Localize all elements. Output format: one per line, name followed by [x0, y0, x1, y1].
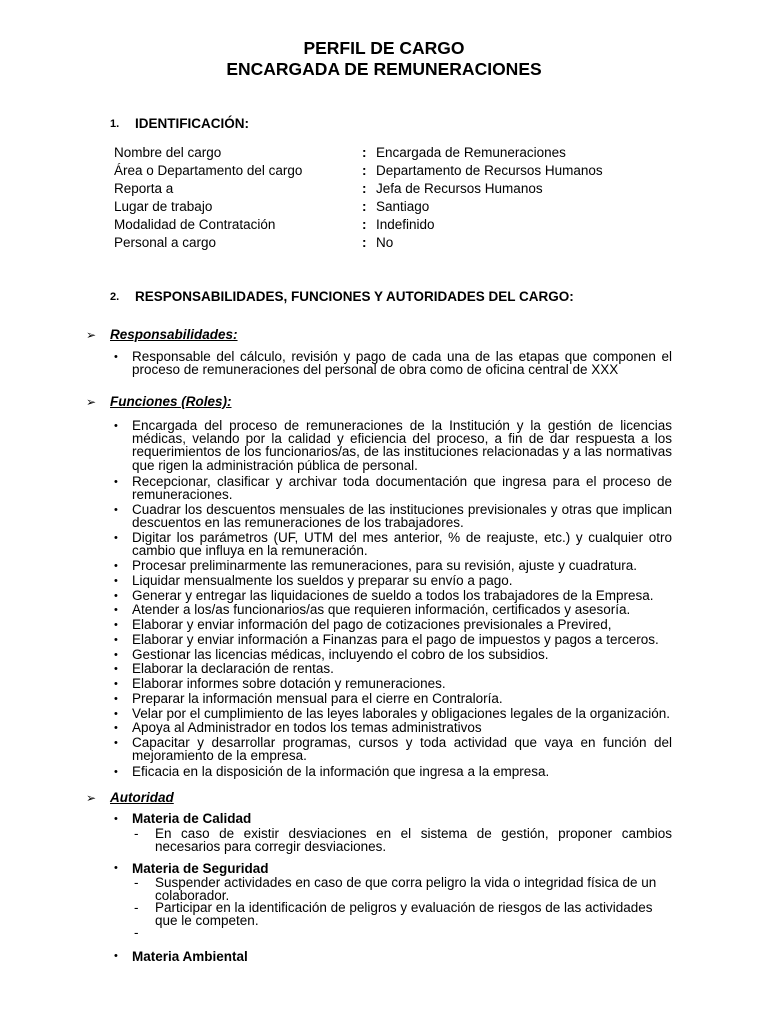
id-colon: : [362, 235, 367, 250]
bullet-icon: • [114, 619, 118, 631]
funcion-item: Elaborar la declaración de rentas. [132, 661, 334, 676]
bullet-icon: • [114, 708, 118, 720]
funcion-item: Elaborar informes sobre dotación y remuneraciones. [132, 676, 446, 691]
funcion-item: Velar por el cumplimiento de las leyes laborales y obligaciones legales de la organización. [132, 706, 671, 721]
bullet-icon: • [114, 693, 118, 705]
id-value: No [376, 235, 394, 250]
id-colon: : [362, 217, 367, 232]
bullet-icon: • [114, 590, 118, 602]
id-value: Departamento de Recursos Humanos [376, 163, 603, 178]
funcion-item: Encargada del proceso de remuneraciones de la Institución y la gestión de licencias médicas, velando por la calidad y eficiencia del proceso, a fin de dar respuesta a los requerimientos de los funcionarios/as, de las instituciones relacionadas y a las normativas que rigen la administración pública de personal. [132, 418, 672, 473]
bullet-icon: • [114, 950, 118, 962]
materia-ambiental-title: Materia Ambiental [132, 949, 248, 964]
funcion-item: Eficacia en la disposición de la información que ingresa a la empresa. [132, 764, 550, 779]
id-label: Lugar de trabajo [114, 199, 213, 214]
id-value: Santiago [376, 199, 430, 214]
funcion-item: Elaborar y enviar información a Finanzas para el pago de impuestos y pagos a terceros. [132, 632, 659, 647]
dash-icon: - [134, 875, 139, 890]
seguridad-item: Suspender actividades en caso de que corra peligro la vida o integridad física de un colaborador. [155, 875, 657, 904]
bullet-icon: • [114, 420, 118, 432]
bullet-icon: • [114, 634, 118, 646]
funcion-item: Apoya al Administrador en todos los temas administrativos [132, 720, 482, 735]
bullet-icon: • [114, 663, 118, 675]
funcion-item: Generar y entregar las liquidaciones de sueldo a todos los trabajadores de la Empresa. [132, 588, 654, 603]
bullet-icon: • [114, 722, 118, 734]
responsabilidades-heading: Responsabilidades: [110, 327, 238, 342]
id-value: Indefinido [376, 217, 435, 232]
funcion-item: Liquidar mensualmente los sueldos y preparar su envío a pago. [132, 573, 513, 588]
autoridad-heading: Autoridad [110, 790, 174, 805]
funcion-item: Elaborar y enviar información del pago de cotizaciones previsionales a Previred, [132, 617, 612, 632]
arrow-bullet-icon: ➢ [86, 395, 97, 409]
funcion-item: Procesar preliminarmente las remuneraciones, para su revisión, ajuste y cuadratura. [132, 558, 637, 573]
calidad-item: En caso de existir desviaciones en el sistema de gestión, proponer cambios necesarios para corregir desviaciones. [155, 826, 672, 855]
id-label: Modalidad de Contratación [114, 217, 276, 232]
bullet-icon: • [114, 766, 118, 778]
section2-number: 2. [110, 291, 120, 303]
funcion-item: Gestionar las licencias médicas, incluyendo el cobro de los subsidios. [132, 647, 549, 662]
funcion-item: Preparar la información mensual para el cierre en Contraloría. [132, 691, 503, 706]
id-colon: : [362, 181, 367, 196]
materia-seguridad-title: Materia de Seguridad [132, 861, 269, 876]
materia-calidad-title: Materia de Calidad [132, 811, 252, 826]
id-value: Encargada de Remuneraciones [376, 145, 566, 160]
funcion-item: Atender a los/as funcionarios/as que requieren información, certificados y asesoría. [132, 602, 631, 617]
seguridad-item: Participar en la identificación de peligros y evaluación de riesgos de las actividades que le competen. [155, 900, 653, 929]
bullet-icon: • [114, 532, 118, 544]
bullet-icon: • [114, 862, 118, 874]
responsabilidad-item: Responsable del cálculo, revisión y pago de cada una de las etapas que componen el proceso de remuneraciones del personal de obra como de oficina central de XXX [132, 349, 672, 378]
section2-heading: RESPONSABILIDADES, FUNCIONES Y AUTORIDADES DEL CARGO: [135, 289, 574, 304]
dash-icon: - [134, 925, 139, 940]
id-label: Personal a cargo [114, 235, 217, 250]
funciones-heading: Funciones (Roles): [110, 394, 232, 409]
id-label: Nombre del cargo [114, 145, 222, 160]
bullet-icon: • [114, 813, 118, 825]
dash-icon: - [134, 900, 139, 915]
arrow-bullet-icon: ➢ [86, 328, 97, 342]
bullet-icon: • [114, 351, 118, 363]
section1-heading: IDENTIFICACIÓN: [135, 116, 249, 131]
funcion-item: Cuadrar los descuentos mensuales de las instituciones previsionales y otras que implican descuentos en las remuneraciones de los trabajadores. [132, 502, 672, 531]
bullet-icon: • [114, 649, 118, 661]
id-colon: : [362, 199, 367, 214]
bullet-icon: • [114, 560, 118, 572]
bullet-icon: • [114, 476, 118, 488]
funcion-item: Capacitar y desarrollar programas, cursos y toda actividad que vaya en función del mejoramiento de la empresa. [132, 735, 672, 764]
arrow-bullet-icon: ➢ [86, 791, 97, 805]
bullet-icon: • [114, 737, 118, 749]
bullet-icon: • [114, 604, 118, 616]
section1-number: 1. [110, 118, 120, 130]
id-colon: : [362, 145, 367, 160]
dash-icon: - [134, 826, 139, 841]
document-title-line2: ENCARGADA DE REMUNERACIONES [226, 59, 542, 79]
id-value: Jefa de Recursos Humanos [376, 181, 543, 196]
id-label: Reporta a [114, 181, 174, 196]
document-title-line1: PERFIL DE CARGO [303, 38, 465, 58]
funcion-item: Digitar los parámetros (UF, UTM del mes anterior, % de reajuste, etc.) y cualquier otro cambio que influya en la remuneración. [132, 530, 672, 559]
bullet-icon: • [114, 575, 118, 587]
id-label: Área o Departamento del cargo [114, 163, 303, 178]
id-colon: : [362, 163, 367, 178]
funcion-item: Recepcionar, clasificar y archivar toda documentación que ingresa para el proceso de remuneraciones. [132, 474, 672, 503]
bullet-icon: • [114, 504, 118, 516]
bullet-icon: • [114, 678, 118, 690]
